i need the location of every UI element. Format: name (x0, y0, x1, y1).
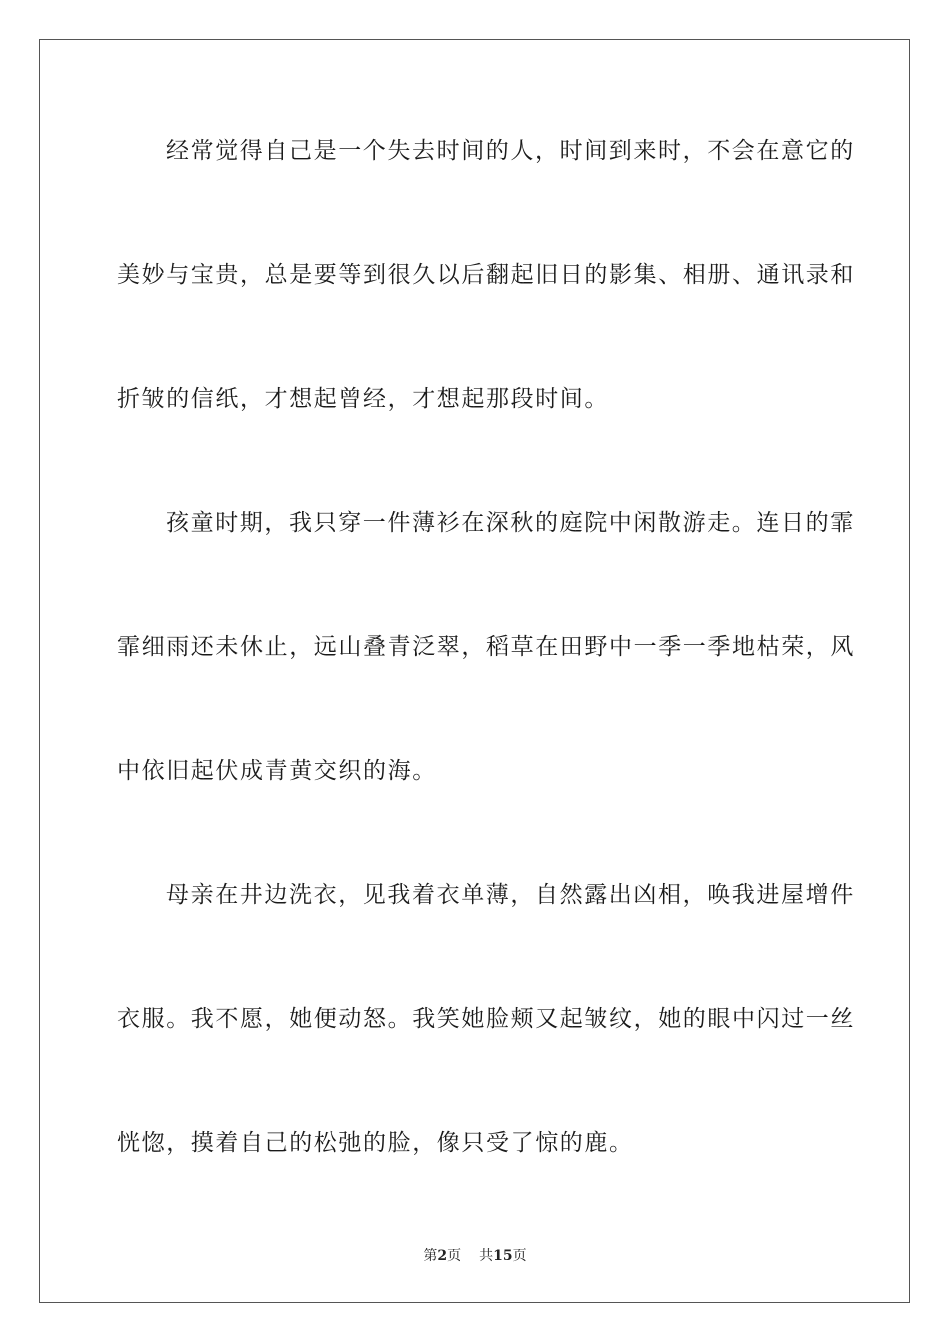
page-prefix: 第 (423, 1248, 438, 1264)
paragraph-3-line-2: 衣服。我不愿，她便动怒。我笑她脸颊又起皱纹，她的眼中闪过一丝 (117, 1006, 855, 1032)
paragraph-1-line-3: 折皱的信纸，才想起曾经，才想起那段时间。 (117, 386, 609, 412)
paragraph-2-line-1: 孩童时期，我只穿一件薄衫在深秋的庭院中闲散游走。连日的霏 (166, 510, 855, 536)
page-footer (0, 1247, 950, 1265)
total-suffix: 页 (512, 1248, 527, 1264)
page-border (39, 39, 910, 1303)
page-number: 2 (437, 1248, 448, 1264)
total-prefix: 共 (479, 1248, 494, 1264)
paragraph-1-line-2: 美妙与宝贵，总是要等到很久以后翻起旧日的影集、相册、通讯录和 (117, 262, 855, 288)
page-suffix: 页 (447, 1248, 462, 1264)
paragraph-2-line-2: 霏细雨还未休止，远山叠青泛翠，稻草在田野中一季一季地枯荣，风 (117, 634, 855, 660)
paragraph-1-line-1: 经常觉得自己是一个失去时间的人，时间到来时，不会在意它的 (166, 138, 855, 164)
paragraph-3-line-3: 恍惚，摸着自己的松弛的脸，像只受了惊的鹿。 (117, 1130, 634, 1156)
total-pages: 15 (493, 1248, 513, 1264)
paragraph-3-line-1: 母亲在井边洗衣，见我着衣单薄，自然露出凶相，唤我进屋增件 (166, 882, 855, 908)
paragraph-2-line-3: 中依旧起伏成青黄交织的海。 (117, 758, 437, 784)
